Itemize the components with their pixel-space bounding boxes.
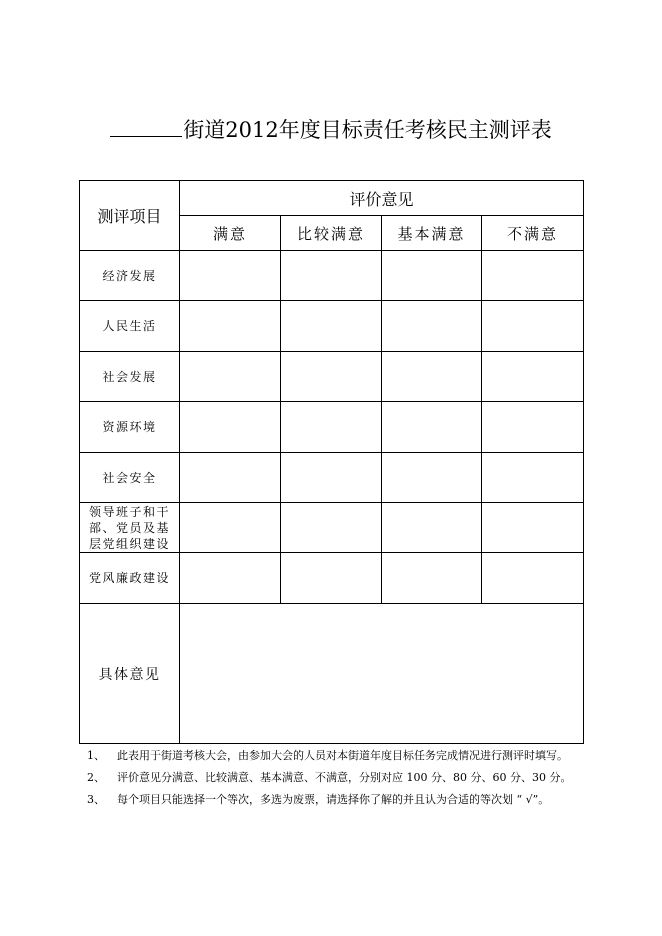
evaluation-table [79,180,584,744]
rating-cell[interactable] [382,402,482,453]
rating-cell[interactable] [281,301,382,352]
note-number: 2、 [87,771,105,784]
rating-cell[interactable] [382,251,482,301]
opinion-row [80,604,584,744]
street-name-blank[interactable] [110,114,182,137]
note-text: 每个项目只能选择一个等次，多选为废票，请选择你了解的并且认为合适的等次划 “ √”。 [117,793,550,806]
rating-cell[interactable] [180,553,281,604]
rating-cell[interactable] [482,503,584,553]
note-number: 1、 [87,749,105,762]
opinion-field[interactable] [180,604,584,744]
eval-header: 评价意见 [180,181,584,216]
header-row-top [80,181,584,216]
row-label-environment: 资源环境 [80,402,180,453]
opinion-label: 具体意见 [80,604,180,744]
notes-section [87,745,607,811]
table-row [80,251,584,301]
option-header-satisfied: 满意 [180,216,281,251]
table-row [80,553,584,604]
note-text: 此表用于街道考核大会，由参加大会的人员对本街道年度目标任务完成情况进行测评时填写。 [117,749,568,762]
note-item [87,745,607,767]
rating-cell[interactable] [382,553,482,604]
row-label-economy: 经济发展 [80,251,180,301]
note-number: 3、 [87,793,105,806]
rating-cell[interactable] [180,402,281,453]
option-header-unsatisfied: 不满意 [482,216,584,251]
note-text: 评价意见分满意、比较满意、基本满意、不满意，分别对应 100 分、80 分、60 分、30 分。 [117,771,572,784]
row-label-social-development: 社会发展 [80,352,180,402]
rating-cell[interactable] [281,503,382,553]
table-row [80,301,584,352]
rating-cell[interactable] [180,251,281,301]
rating-cell[interactable] [382,503,482,553]
row-label-leadership: 领导班子和干部、党员及基层党组织建设 [80,503,180,553]
rating-cell[interactable] [382,301,482,352]
rating-cell[interactable] [180,503,281,553]
table-row [80,352,584,402]
form-title [0,114,662,145]
table-row [80,402,584,453]
note-item [87,789,607,811]
rating-cell[interactable] [281,453,382,503]
row-label-integrity: 党风廉政建设 [80,553,180,604]
item-header: 测评项目 [80,181,180,251]
table-row [80,503,584,553]
rating-cell[interactable] [180,453,281,503]
rating-cell[interactable] [482,251,584,301]
rating-cell[interactable] [180,352,281,402]
rating-cell[interactable] [382,453,482,503]
option-header-fairly-satisfied: 比较满意 [281,216,382,251]
rating-cell[interactable] [482,301,584,352]
row-label-social-security: 社会安全 [80,453,180,503]
table-row [80,453,584,503]
row-label-livelihood: 人民生活 [80,301,180,352]
rating-cell[interactable] [482,453,584,503]
rating-cell[interactable] [482,402,584,453]
rating-cell[interactable] [281,553,382,604]
rating-cell[interactable] [281,251,382,301]
rating-cell[interactable] [482,553,584,604]
option-header-basically-satisfied: 基本满意 [382,216,482,251]
rating-cell[interactable] [281,352,382,402]
rating-cell[interactable] [382,352,482,402]
rating-cell[interactable] [482,352,584,402]
rating-cell[interactable] [281,402,382,453]
form-title-text: 街道2012年度目标责任考核民主测评表 [183,118,552,142]
rating-cell[interactable] [180,301,281,352]
note-item [87,767,607,789]
